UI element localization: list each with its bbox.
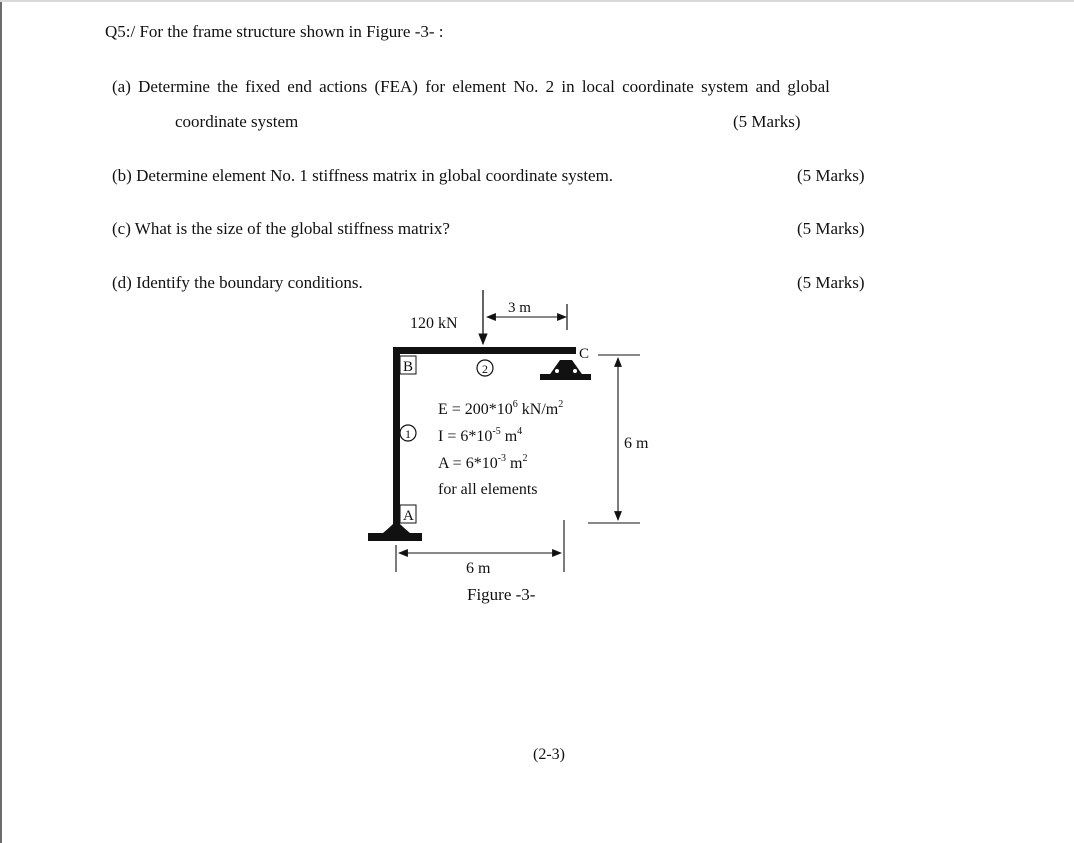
modulus-e: $E = 200*10^6$ $kN/m^2$ xyxy=(438,399,564,418)
part-a-marks: (5 Marks) xyxy=(733,112,801,131)
all-elements-note: for all elements xyxy=(438,481,538,498)
width-label: 6 m xyxy=(466,560,491,577)
part-c-marks: (5 Marks) xyxy=(797,219,865,238)
area: $A = 6*10^{-3}$ $m^2$ xyxy=(438,453,528,472)
beam-element-2 xyxy=(393,347,576,354)
question-heading: Q5:/ For the frame structure shown in Figure -3- : xyxy=(105,22,444,41)
moment-of-inertia: $I = 6*10^{-5}$ $m^4$ xyxy=(438,426,523,445)
pin-support-c xyxy=(540,360,591,380)
part-c-text: (c) What is the size of the global stiffness matrix? xyxy=(112,219,450,238)
element-1-label: 1 xyxy=(405,427,411,441)
node-a-label: A xyxy=(403,508,414,524)
column-element-1 xyxy=(393,349,400,537)
part-d-text: (d) Identify the boundary conditions. xyxy=(112,273,363,292)
node-c-label: C xyxy=(579,346,590,362)
load-distance-label: 3 m xyxy=(508,300,531,316)
load-label: 120 kN xyxy=(410,315,458,332)
part-a-text: (a) Determine the fixed end actions (FEA) for element No. 2 in local coordinate system and global xyxy=(112,77,830,96)
node-b-label: B xyxy=(403,359,414,375)
part-d-marks: (5 Marks) xyxy=(797,273,865,292)
part-b-text: (b) Determine element No. 1 stiffness matrix in global coordinate system. xyxy=(112,166,614,185)
height-label: 6 m xyxy=(624,435,649,452)
part-a-text-cont: coordinate system xyxy=(175,112,299,131)
element-2-label: 2 xyxy=(482,362,488,376)
page-number: (2-3) xyxy=(533,746,565,763)
part-b-marks: (5 Marks) xyxy=(797,166,865,185)
fixed-support-a xyxy=(368,533,422,541)
figure-caption: Figure -3- xyxy=(467,585,536,604)
